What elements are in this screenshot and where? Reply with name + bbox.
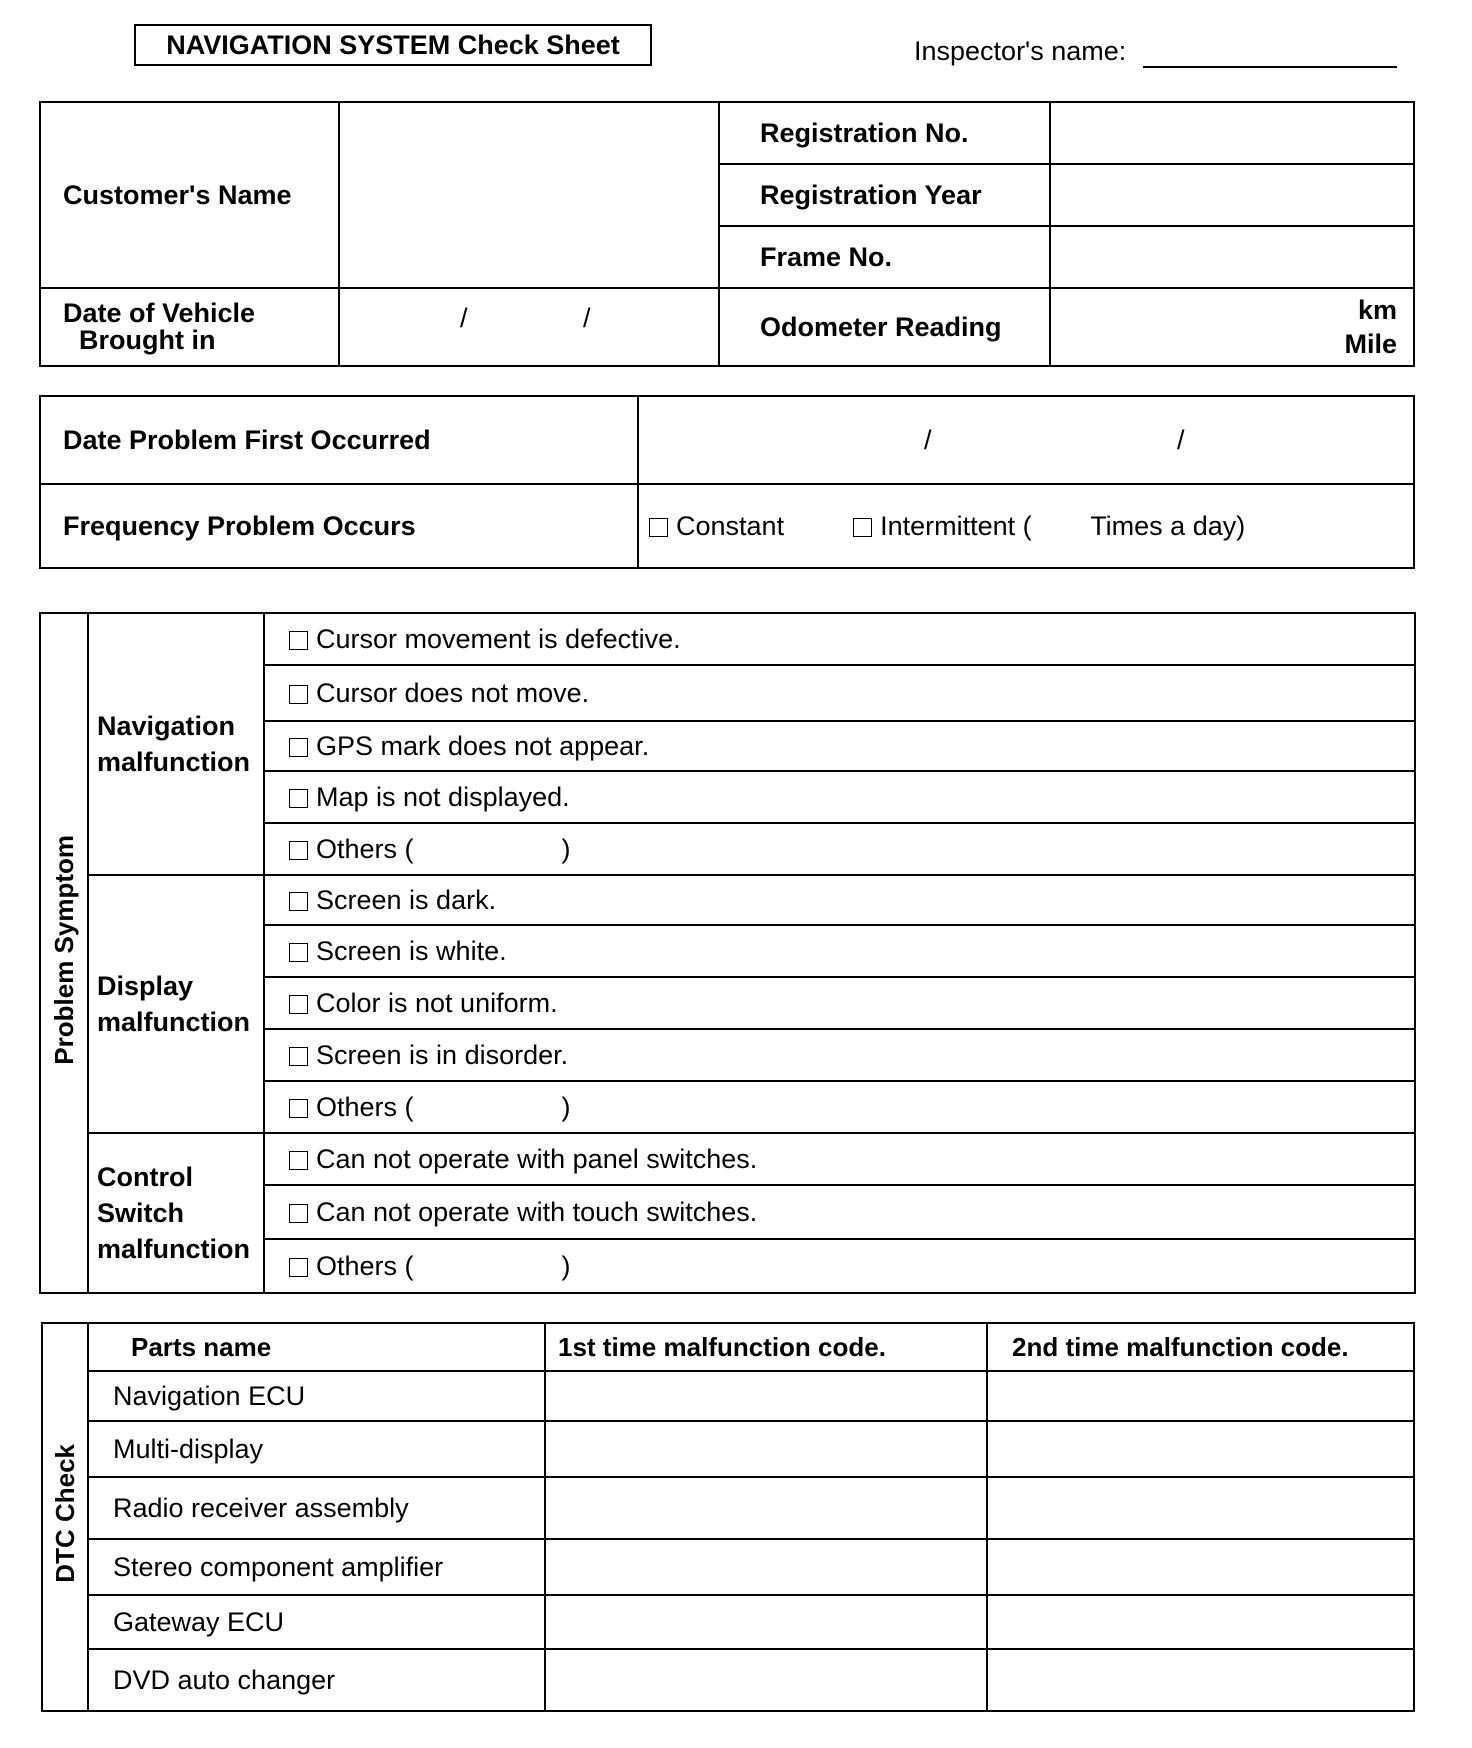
vehicle-info-table [39,101,1415,367]
dtc-check-section-label [42,1323,88,1711]
symptom-group-label-line: malfunction [97,1234,250,1264]
registration-year-label: Registration Year [719,164,1050,226]
checkbox[interactable] [853,518,872,537]
date-brought-in-field[interactable] [339,288,719,366]
symptom-item-label: Screen is white. [316,935,507,966]
dtc-second-code-field[interactable] [987,1649,1414,1711]
checkbox[interactable] [289,841,308,860]
symptom-item-label: GPS mark does not appear. [316,730,650,761]
frame-no-field[interactable] [1050,226,1414,288]
symptom-item-label: Screen is dark. [316,884,497,915]
checkbox[interactable] [289,1204,308,1223]
symptom-item[interactable] [264,721,1415,771]
dtc-part-name: Radio receiver assembly [88,1477,545,1539]
problem-symptom-section-label [40,613,88,1293]
checkbox[interactable] [289,1258,308,1277]
checkbox[interactable] [289,631,308,650]
dtc-row [42,1421,1414,1477]
problem-symptom-table [39,612,1416,1294]
times-a-day-label: Times a day) [1090,510,1246,541]
dtc-part-name: DVD auto changer [88,1649,545,1711]
date-separator: / [1177,425,1185,455]
symptom-item[interactable] [264,1029,1415,1081]
symptom-item-label: Can not operate with panel switches. [316,1143,758,1174]
dtc-row [42,1371,1414,1421]
checkbox[interactable] [289,892,308,911]
dtc-part-name: Gateway ECU [88,1595,545,1649]
dtc-second-code-field[interactable] [987,1539,1414,1595]
dtc-column-header: 1st time malfunction code. [545,1323,987,1371]
date-separator: / [583,303,591,333]
problem-occurrence-table [39,395,1415,569]
checkbox[interactable] [289,685,308,704]
checkbox[interactable] [289,789,308,808]
symptom-item[interactable] [264,875,1415,925]
symptom-item[interactable] [264,1239,1415,1293]
dtc-row [42,1649,1414,1711]
odometer-label: Odometer Reading [719,288,1050,366]
constant-option[interactable] [649,511,784,541]
symptom-item[interactable] [264,1133,1415,1185]
odometer-field[interactable] [1050,288,1414,366]
checkbox[interactable] [289,995,308,1014]
symptom-item-label: Screen is in disorder. [316,1039,569,1070]
symptom-group-label [88,1133,264,1293]
symptom-item-label: Map is not displayed. [316,781,570,812]
registration-no-label: Registration No. [719,102,1050,164]
symptom-item-label: Cursor movement is defective. [316,623,681,654]
dtc-part-name: Navigation ECU [88,1371,545,1421]
symptom-item-label: Cursor does not move. [316,677,590,708]
checkbox[interactable] [289,1047,308,1066]
date-separator: / [924,425,932,455]
symptom-item[interactable] [264,1081,1415,1133]
dtc-second-code-field[interactable] [987,1371,1414,1421]
dtc-row [42,1477,1414,1539]
date-brought-in-label-line2: Brought in [79,325,216,355]
symptom-group-label-line: Switch [97,1198,185,1228]
intermittent-label: Intermittent ( [880,510,1032,541]
others-close-paren: ) [561,833,571,864]
symptom-item-label: Others ( [316,1091,414,1122]
symptom-item[interactable] [264,1185,1415,1239]
dtc-first-code-field[interactable] [545,1539,987,1595]
dtc-part-name: Stereo component amplifier [88,1539,545,1595]
checkbox[interactable] [289,1151,308,1170]
date-first-occurred-label: Date Problem First Occurred [40,396,638,484]
sheet-title: NAVIGATION SYSTEM Check Sheet [134,24,652,66]
date-first-occurred-field[interactable] [638,396,1414,484]
checkbox[interactable] [289,943,308,962]
dtc-column-header: 2nd time malfunction code. [987,1323,1414,1371]
inspector-name-field[interactable] [1143,66,1397,68]
symptom-item[interactable] [264,925,1415,977]
symptom-group-label-line: malfunction [97,1007,250,1037]
date-brought-in-label-line1: Date of Vehicle [63,298,256,328]
checkbox[interactable] [289,1099,308,1118]
inspector-label: Inspector's name: [914,36,1127,66]
registration-year-field[interactable] [1050,164,1414,226]
problem-symptom-section-text: Problem Symptom [48,834,79,1065]
symptom-group-label-line: Display [97,971,194,1001]
symptom-item[interactable] [264,823,1415,875]
symptom-group-label-line: Navigation [97,711,236,741]
customer-name-field[interactable] [339,102,719,288]
symptom-item-label: Can not operate with touch switches. [316,1196,758,1227]
symptom-item-label: Others ( [316,1250,414,1281]
symptom-group-label [88,875,264,1133]
symptom-item[interactable] [264,771,1415,823]
dtc-row [42,1595,1414,1649]
dtc-second-code-field[interactable] [987,1421,1414,1477]
dtc-second-code-field[interactable] [987,1595,1414,1649]
dtc-first-code-field[interactable] [545,1371,987,1421]
symptom-item-label: Others ( [316,833,414,864]
intermittent-option[interactable] [853,511,1032,541]
dtc-part-name: Multi-display [88,1421,545,1477]
unit-km: km [1357,295,1397,325]
constant-label: Constant [676,510,785,541]
dtc-check-table [41,1322,1415,1712]
date-separator: / [460,303,468,333]
dtc-first-code-field[interactable] [545,1477,987,1539]
symptom-item-label: Color is not uniform. [316,987,558,1018]
frame-no-label: Frame No. [719,226,1050,288]
date-brought-in-label [40,288,339,366]
dtc-first-code-field[interactable] [545,1649,987,1711]
symptom-item[interactable] [264,613,1415,665]
unit-mile: Mile [1344,329,1397,359]
symptom-group-label-line: Control [97,1162,193,1192]
checkbox[interactable] [289,738,308,757]
symptom-group-label [88,613,264,875]
dtc-check-section-text: DTC Check [49,1444,80,1583]
dtc-second-code-field[interactable] [987,1477,1414,1539]
customer-name-label: Customer's Name [40,102,339,288]
dtc-first-code-field[interactable] [545,1421,987,1477]
checkbox[interactable] [649,518,668,537]
symptom-item[interactable] [264,977,1415,1029]
others-close-paren: ) [561,1091,571,1122]
symptom-group-label-line: malfunction [97,747,250,777]
dtc-row [42,1539,1414,1595]
frequency-label: Frequency Problem Occurs [40,484,638,568]
registration-no-field[interactable] [1050,102,1414,164]
dtc-first-code-field[interactable] [545,1595,987,1649]
frequency-options [638,484,1414,568]
symptom-item[interactable] [264,665,1415,721]
others-close-paren: ) [561,1250,571,1281]
dtc-column-header: Parts name [88,1323,545,1371]
